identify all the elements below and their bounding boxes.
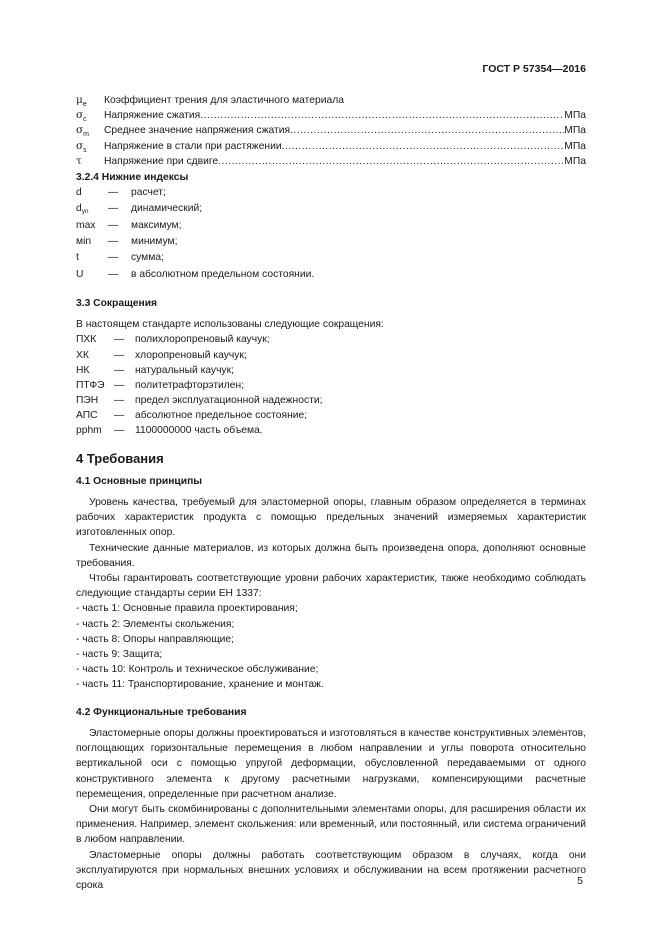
abbreviations-list <box>76 332 586 438</box>
list-item: - часть 11: Транспортирование, хранение и монтаж. <box>76 679 324 691</box>
paragraph: Уровень качества, требуемый для эластомерной опоры, главным образом определяется в терминах рабочих характеристик продукта с помощью предельных значений измеряемых характеристик изготовленных опор. <box>76 497 586 539</box>
symbol-row: $\sigma_m$ Среднее значение напряжения сжатия ..... МПа <box>76 123 586 138</box>
list-item: - часть 9: Защита; <box>76 649 163 661</box>
list-item: - часть 1: Основные правила проектирования; <box>76 603 298 615</box>
subscript-row: мin — минимум; <box>76 236 178 248</box>
subscripts-heading: 3.2.4 Нижние индексы <box>76 171 189 183</box>
standards-list <box>76 601 586 692</box>
leader-dots <box>282 139 565 154</box>
subscript-row: t — сумма; <box>76 252 164 264</box>
leader-dots <box>200 108 564 123</box>
symbols-list <box>76 93 586 169</box>
abbreviation-row: ПХК — полихлоропреновый каучук; <box>76 334 270 346</box>
list-item: - часть 8: Опоры направляющие; <box>76 633 235 645</box>
symbol-row: $\sigma_s$ Напряжение в стали при растяжении ..... МПа <box>76 139 586 154</box>
abbreviation-row: ХК — хлоропреновый каучук; <box>76 349 247 361</box>
abbreviation-row: ПТФЭ — политетрафторэтилен; <box>76 379 245 391</box>
page-number: 5 <box>577 875 583 887</box>
page-content <box>76 93 586 893</box>
symbol-row: $\sigma_c$ Напряжение сжатия ..... МПа <box>76 108 586 123</box>
paragraph: Эластомерные опоры должны проектироваться и изготовляться в качестве конструктивных элементов, поглощающих горизонтальные перемещения в любом направлении и углы поворота относительно вертикальной оси с помощью упругой деформации, обусловленной передаваемыми от одного конструктивного элемента к другому расчетными нагрузками, компенсирующими расчетные перемещения, определенные при расчетном анализе. <box>76 727 586 800</box>
section-4-1-heading: 4.1 Основные принципы <box>76 475 203 487</box>
paragraph: Технические данные материалов, из которых должна быть произведена опора, дополняют основные требования. <box>76 542 586 569</box>
subscripts-list <box>76 185 586 283</box>
abbreviation-row: pphm — 1100000000 часть объема. <box>76 425 263 437</box>
paragraph: Эластомерные опоры должны работать соответствующим образом в случаях, когда они эксплуатируются при нормальных внешних условиях и обслуживании на всем протяжении расчетного срока <box>76 849 586 891</box>
paragraph: Они могут быть скомбинированы с дополнительными элементами опоры, для расширения области их применения. Например, элемент скольжения: или временный, или постоянный, или система ограничений в любом направлении. <box>76 803 586 846</box>
subscript-row: d — расчет; <box>76 187 166 199</box>
document-header: ГОСТ Р 57354—2016 <box>482 63 586 75</box>
abbreviation-row: НК — натуральный каучук; <box>76 364 234 376</box>
symbol-row: $\mu_e$ Коэффициент трения для эластичного материала <box>76 94 344 108</box>
leader-dots <box>290 123 564 138</box>
subscript-row: U — в абсолютном предельном состоянии. <box>76 268 315 280</box>
subscript-row: max — максимум; <box>76 219 182 231</box>
section-4-heading: 4 Требования <box>76 450 164 466</box>
leader-dots <box>218 154 564 169</box>
subscript-row: $d_{уп}$ — динамический; <box>76 203 203 216</box>
paragraph: Чтобы гарантировать соответствующие уровни рабочих характеристик, также необходимо соблюдать следующие стандарты серии ЕН 1337: <box>76 573 586 600</box>
symbol-row: τ Напряжение при сдвиге ..... МПа <box>76 154 586 169</box>
list-item: - часть 2: Элементы скольжения; <box>76 618 235 630</box>
abbreviation-row: ПЭН — предел эксплуатационной надежности; <box>76 395 323 407</box>
section-4-2-heading: 4.2 Функциональные требования <box>76 706 247 718</box>
abbreviations-intro: В настоящем стандарте использованы следующие сокращения: <box>76 319 384 331</box>
list-item: - часть 10: Контроль и техническое обслуживание; <box>76 664 319 676</box>
abbreviation-row: АПС — абсолютное предельное состояние; <box>76 410 308 422</box>
abbreviations-heading: 3.3 Сокращения <box>76 297 158 309</box>
